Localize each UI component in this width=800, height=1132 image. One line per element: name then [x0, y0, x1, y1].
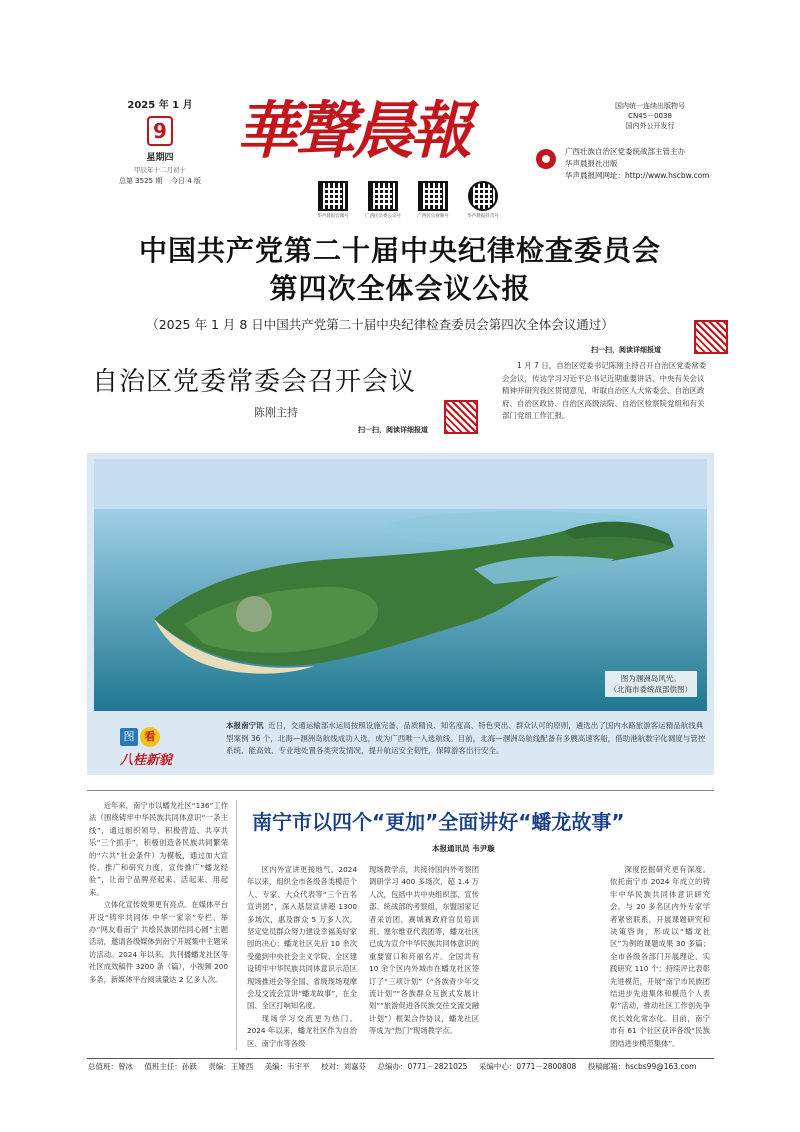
- paragraph: 深度挖掘研究更有深度。依托南宁市 2024 年成立的铸牢中华民族共同体意识研究会，与 20 多名区内外专家学者紧密联系，开展课题研究和决策咨询，形成以“蟠龙社区”为例的课题成果 30 多篇；全市各级各部门开展理论、实践研究 110 个；持续评比表彰先进模范，开展“南宁市民族团结进步先进集体和模范个人表彰”活动，推动社区工作创先争优长效化常态化。目前，南宁市有 61 个社区获评各级“民族团结进步模范集体”。: [610, 865, 710, 1048]
- second-story-presider: 陈刚主持: [254, 406, 298, 419]
- paragraph: 近年来，南宁市以蟠龙社区“136”工作法（围绕铸牢中华民族共同体意识“一条主线”，通过组织领导、积极营造、共享共乐“三个抓手”，积极创造各民族共同繁荣的“六共”社会条件）为模板，通过加大宣传、推广和研究力度，宣传推广“蟠龙经验”，让南宁品牌亮起来、活起来、用起来。: [89, 801, 228, 897]
- headline-line2: 第四次全体会议公报: [269, 272, 531, 305]
- qr-code[interactable]: [414, 181, 452, 225]
- footer-item: 总编办：0771－2821025: [377, 1062, 468, 1071]
- qr-caption: 广西民宗委公众号: [365, 214, 401, 219]
- badge-look: 看: [140, 727, 160, 747]
- footer-item: 校对：刘嘉芬: [321, 1062, 367, 1071]
- badge-top-row: [120, 725, 210, 747]
- feature-badge: [120, 725, 210, 770]
- footer-item: 总值班：曾冰: [88, 1062, 133, 1071]
- website-link[interactable]: 华声晨报网网址：http://www.hscbw.com: [565, 171, 710, 180]
- lower-column-4: [610, 864, 710, 1050]
- footer-item: 采编中心：0771－2800808: [478, 1062, 577, 1071]
- date-lunar: 甲辰年十二月初十: [134, 166, 186, 174]
- qr-icon: [368, 181, 398, 211]
- paragraph: 现场教学点，共接待国内外考察团调研学习 400 多场次，超 1.4 万人次，包括中共中央组织部、宣传部、统战部的考察组，东盟国家记者采访团，赛城赛政府官员培训班、塞尔维亚代表团等，蟠龙社区已成为宣介中华民族共同体意识的重要窗口和亮丽名片。全国共有 10 余个区内外城市在蟠龙社区签订了“三项计划”（“各族青少年交流计划”“各族群众互嵌式发展计划”“旅游促进各民族交往交流交融计划”）框架合作协议，蟠龙社区等成为“热门”现场教学点。: [369, 865, 479, 1036]
- paragraph: 区内外宣讲更接地气。2024 年以来，组织全市各级各类模范个人、专家、大众代表等“三个百名宣讲团”，深入基层宣讲超 1300 多场次，惠及群众 5 万多人次。坚定党员群众努力建设幸福美好家园的决心；蟠龙社区先后 10 余次受邀到中央社会主义学院、全区建设铸牢中华民族共同体意识示范区现场推进会等全国、省级现场观摩会及交流会宣讲“蟠龙故事”，在全国、全区打响知名度。: [247, 865, 357, 1011]
- footer-credits: [88, 1061, 718, 1072]
- second-story-title: 自治区党委常委会召开会议: [92, 367, 417, 397]
- date-day: 9: [147, 116, 173, 146]
- org-line: 广西壮族自治区党委统战部主管主办: [565, 147, 685, 156]
- date-year-month: 2025 年 1 月: [127, 100, 193, 111]
- headline-scan-caption: 扫一扫，阅读详细报道: [591, 346, 661, 354]
- lower-column-1: [89, 800, 228, 986]
- qr-icon: [318, 181, 348, 211]
- qr-code[interactable]: [364, 181, 402, 225]
- footer-item: 值班主任：孙跃: [144, 1062, 197, 1071]
- pub-line: 国内统一连续出版物号: [615, 102, 685, 110]
- picture-icon: 图: [120, 728, 138, 746]
- qr-icon: [468, 181, 498, 211]
- second-story-qr-icon[interactable]: [444, 400, 478, 434]
- publisher-info: [565, 146, 709, 182]
- newspaper-logo: 華聲晨報: [236, 94, 469, 167]
- second-story-scan-caption: 扫一扫，阅读详细报道: [358, 426, 428, 434]
- photo-caption: [605, 671, 698, 697]
- badge-title: 八桂新貌: [120, 753, 173, 768]
- footer-item: 美编：韦宇平: [264, 1062, 310, 1071]
- paragraph: 立体化宣传效果更有亮点。在媒体平台开设“铸牢共同体 中华一家亲”专栏、举办“网友看南宁 共绘民族团结同心圆”主题活动，邀请各级媒体到南宁开展集中主题采访活动。2024 年以来，共刊播蟠龙社区等社区成效稿件 3200 条（篇），小视频 200 多条，新媒体平台阅读量达 2 亿多人次。: [89, 900, 228, 984]
- main-headline: [60, 232, 740, 308]
- photo-article-text: 近日，交通运输部水运局按照设施完备、品质精良、知名度高、特色突出、群众认可的原则，遴选出了国内水路旅游客运精品航线典型案例 36 个，北海—涠洲岛航线成功入选，成为广西唯一入选航线。目前，北海—涠洲岛航线配备有多艘高速客船，借助港航数字化调度与管控系统、能高效、专业地处置各类突发情况，提升航运安全韧性，保障游客出行安全。: [226, 721, 706, 755]
- island-photo: [94, 459, 707, 711]
- photo-article-source: 本报南宁讯: [226, 721, 264, 730]
- date-block: [112, 96, 208, 186]
- footer-divider: [87, 1058, 714, 1059]
- headline-subtitle: （2025 年 1 月 8 日中国共产党第二十届中央纪律检查委员会第四次全体会议通过）: [146, 317, 614, 332]
- qr-caption: 华声晨报官微号: [317, 214, 349, 219]
- qr-caption: 广西民宗视频号: [417, 214, 449, 219]
- paragraph: 现场学习交流更为热门。2024 年以来，蟠龙社区作为自治区、南宁市等各级: [247, 1013, 357, 1048]
- issue-pages: 今日 4 版: [171, 177, 202, 185]
- issue-total: 总第 3525 期: [118, 177, 163, 185]
- lower-story-byline: 本报通讯员 韦尹璇: [432, 844, 495, 853]
- footer-email[interactable]: 投稿邮箱：hscbs99@163.com: [587, 1062, 697, 1071]
- pub-line: CN45－0038: [628, 112, 672, 120]
- second-story-body: 1 月 7 日，自治区党委书记陈刚主持召开自治区党委常委会会议，传达学习习近平总书记近期重要讲话、中央有关会议精神并研究我区贯彻意见，听取自治区人大常委会、自治区政府、自治区政协、自治区高级法院、自治区检察院党组和有关部门党组工作汇报。: [502, 361, 707, 420]
- photo-caption-line1: 图为涠洲岛风光。: [620, 674, 681, 683]
- headline-qr-icon[interactable]: [694, 320, 728, 354]
- issue-info: [112, 176, 208, 186]
- qr-code-row: [314, 181, 502, 225]
- org-line: 华声晨报社出版: [565, 159, 618, 168]
- date-weekday: 星期四: [146, 153, 174, 163]
- footer-item: 责编：王娅西: [208, 1062, 254, 1071]
- lower-column-2: [247, 864, 357, 1050]
- lower-column-3: [369, 864, 479, 1038]
- qr-caption: 华声晨报抖音号: [467, 214, 499, 219]
- qr-code[interactable]: [314, 181, 352, 225]
- lower-story-title: 南宁市以四个“更加”全面讲好“蟠龙故事”: [252, 810, 625, 834]
- photo-article: [226, 720, 706, 758]
- headline-line1: 中国共产党第二十届中央纪律检查委员会: [138, 234, 661, 267]
- qr-icon: [418, 181, 448, 211]
- column-divider: [236, 800, 237, 1050]
- pub-line: 国内外公开发行: [625, 122, 675, 130]
- publication-number: [590, 101, 710, 131]
- qr-code[interactable]: [464, 181, 502, 225]
- publisher-emblem-icon: [536, 149, 556, 169]
- section-divider: [87, 790, 714, 791]
- photo-caption-line2: （北海市委统战部供图）: [609, 685, 692, 694]
